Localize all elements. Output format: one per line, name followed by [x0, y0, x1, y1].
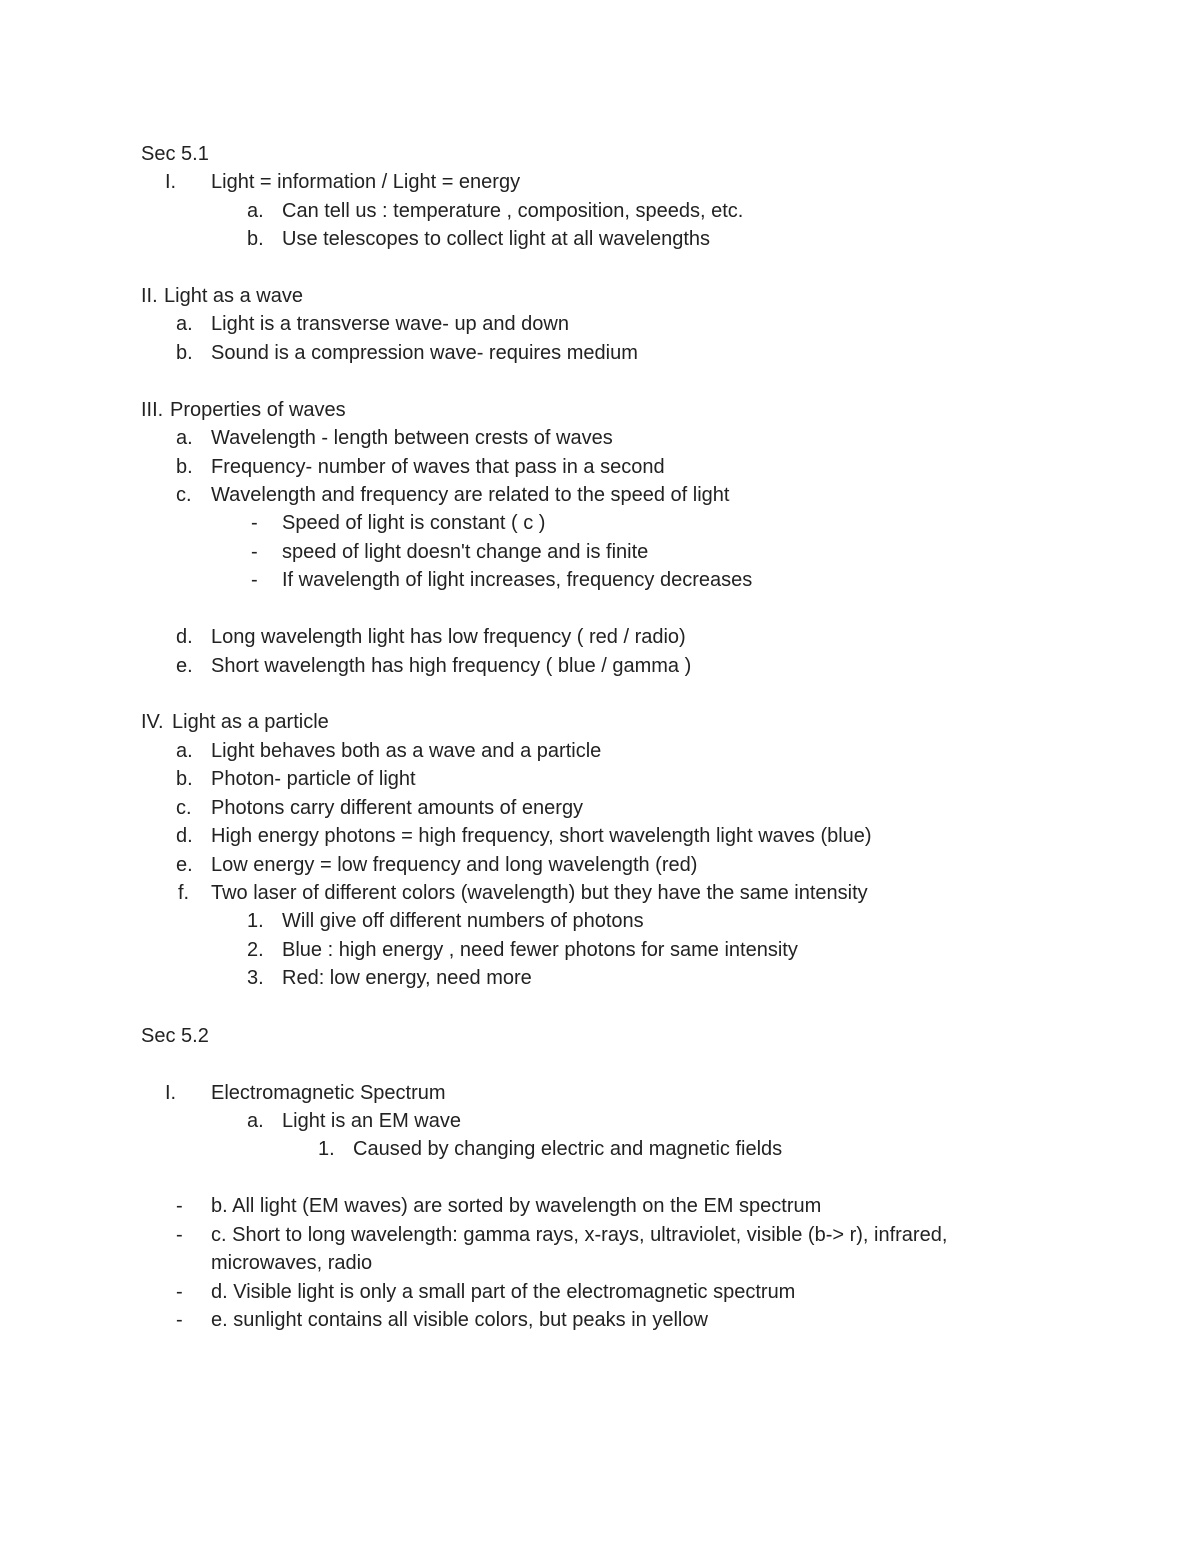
- list-marker: e.: [176, 854, 193, 876]
- list-item: Light is an EM wave: [282, 1110, 461, 1132]
- list-item: Short wavelength has high frequency ( blue / gamma ): [211, 655, 692, 677]
- list-subitem: Speed of light is constant ( c ): [282, 512, 546, 534]
- list-marker: f.: [178, 882, 190, 904]
- list-item: High energy photons = high frequency, short wavelength light waves (blue): [211, 825, 872, 847]
- list-item: Low energy = low frequency and long wavelength (red): [211, 854, 698, 876]
- list-item: Use telescopes to collect light at all wavelengths: [282, 228, 711, 250]
- outline-heading: Light = information / Light = energy: [211, 171, 521, 193]
- list-marker: -: [251, 512, 258, 534]
- list-subitem: Caused by changing electric and magnetic fields: [353, 1138, 783, 1160]
- list-marker: -: [251, 569, 258, 591]
- list-marker: I.: [165, 1082, 177, 1104]
- list-marker: c.: [176, 484, 192, 506]
- list-subitem: speed of light doesn't change and is finite: [282, 541, 649, 563]
- list-marker: -: [176, 1224, 183, 1246]
- list-marker: -: [176, 1281, 183, 1303]
- list-marker: c.: [176, 797, 192, 819]
- list-marker: -: [176, 1309, 183, 1331]
- list-marker: e.: [176, 655, 193, 677]
- list-marker: a.: [176, 740, 193, 762]
- list-item: Photon- particle of light: [211, 768, 416, 790]
- list-item: Two laser of different colors (wavelength) but they have the same intensity: [211, 882, 868, 904]
- list-item: Long wavelength light has low frequency ( red / radio): [211, 626, 686, 648]
- list-item: c. Short to long wavelength: gamma rays, x-rays, ultraviolet, visible (b-> r), infrared,: [211, 1224, 948, 1246]
- list-subitem: Will give off different numbers of photons: [282, 910, 644, 932]
- list-marker: a.: [176, 313, 193, 335]
- list-marker: I.: [165, 171, 177, 193]
- list-marker: a.: [176, 427, 193, 449]
- list-item: b. All light (EM waves) are sorted by wavelength on the EM spectrum: [211, 1195, 822, 1217]
- list-item: e. sunlight contains all visible colors, but peaks in yellow: [211, 1309, 708, 1331]
- list-item: Frequency- number of waves that pass in a second: [211, 456, 665, 478]
- list-item: Can tell us : temperature , composition, speeds, etc.: [282, 200, 744, 222]
- list-item: Wavelength - length between crests of waves: [211, 427, 613, 449]
- list-marker: 1.: [247, 910, 264, 932]
- list-subitem: Red: low energy, need more: [282, 967, 532, 989]
- list-marker: b.: [247, 228, 264, 250]
- list-item: Light behaves both as a wave and a particle: [211, 740, 602, 762]
- list-subitem: Blue : high energy , need fewer photons for same intensity: [282, 939, 798, 961]
- list-marker: a.: [247, 1110, 264, 1132]
- list-marker: 1.: [318, 1138, 335, 1160]
- list-marker: d.: [176, 626, 193, 648]
- list-item: Light is a transverse wave- up and down: [211, 313, 569, 335]
- list-marker: III.: [141, 399, 164, 421]
- section-heading: Sec 5.2: [141, 1025, 209, 1047]
- list-marker: b.: [176, 342, 193, 364]
- outline-heading: Electromagnetic Spectrum: [211, 1082, 446, 1104]
- list-marker: -: [251, 541, 258, 563]
- list-marker: a.: [247, 200, 264, 222]
- list-marker: 3.: [247, 967, 264, 989]
- list-marker: b.: [176, 456, 193, 478]
- list-marker: b.: [176, 768, 193, 790]
- list-marker: -: [176, 1195, 183, 1217]
- outline-heading: Properties of waves: [170, 399, 346, 421]
- list-item-continuation: microwaves, radio: [211, 1252, 373, 1274]
- list-marker: II.: [141, 285, 158, 307]
- list-item: Wavelength and frequency are related to the speed of light: [211, 484, 730, 506]
- list-subitem: If wavelength of light increases, frequency decreases: [282, 569, 753, 591]
- list-item: d. Visible light is only a small part of the electromagnetic spectrum: [211, 1281, 796, 1303]
- outline-heading: Light as a particle: [172, 711, 329, 733]
- list-item: Sound is a compression wave- requires medium: [211, 342, 638, 364]
- list-item: Photons carry different amounts of energy: [211, 797, 584, 819]
- list-marker: d.: [176, 825, 193, 847]
- list-marker: IV.: [141, 711, 164, 733]
- section-heading: Sec 5.1: [141, 143, 209, 165]
- outline-heading: Light as a wave: [164, 285, 303, 307]
- list-marker: 2.: [247, 939, 264, 961]
